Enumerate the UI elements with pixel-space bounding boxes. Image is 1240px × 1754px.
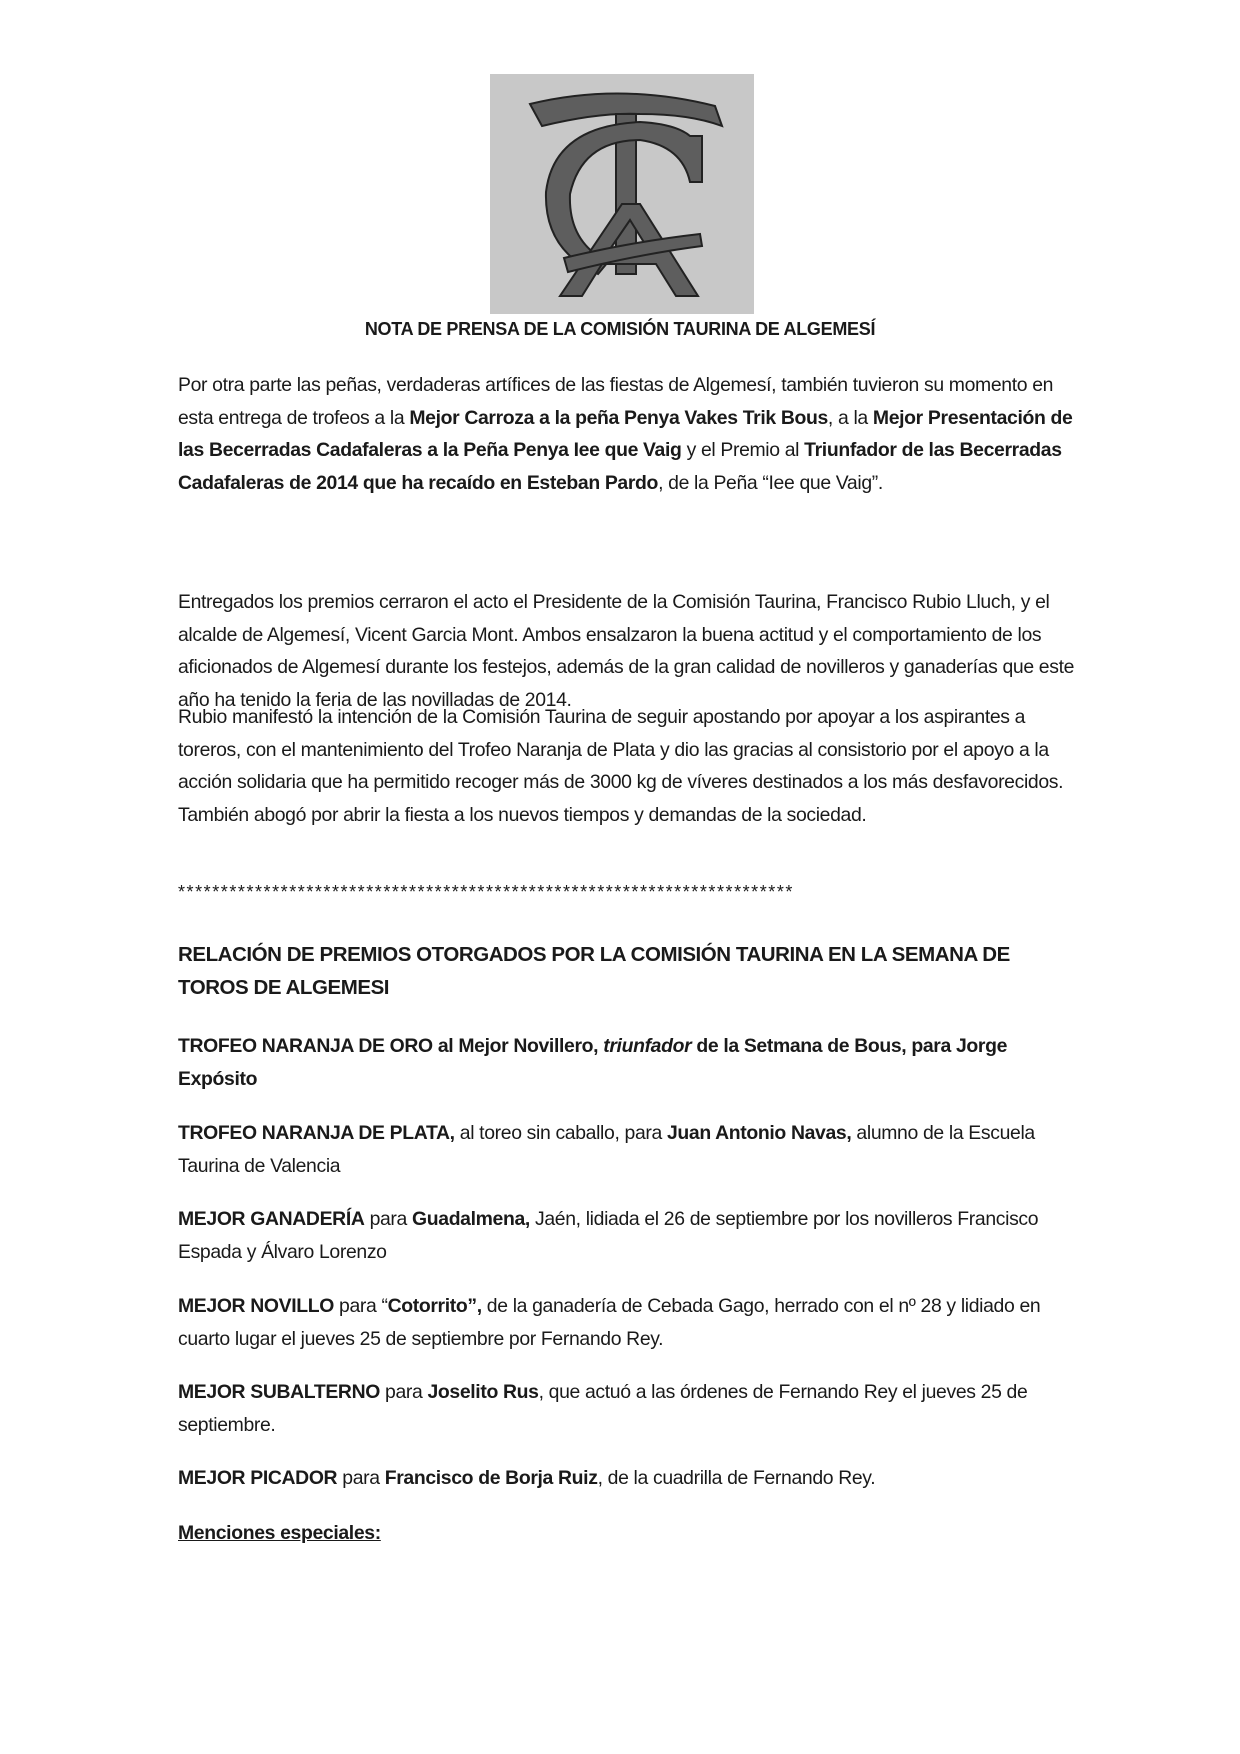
text: Jaén, lidiada el 26 de septiembre por los novilleros Francisco Espada y Álvaro Lorenzo [178, 1208, 1039, 1263]
bold-text: Joselito Rus [427, 1381, 539, 1403]
text: para [379, 1381, 428, 1403]
bold-text: MEJOR SUBALTERNO [178, 1381, 380, 1403]
bold-text: MEJOR PICADOR [178, 1467, 338, 1489]
paragraph-text: Rubio manifestó la intención de la Comisión Taurina de seguir apostando por apoyar a los aspirantes a toreros, con el mantenimiento del Trofeo Naranja de Plata y dio las gracias al consistorio por el apoyo a la acción solidaria que ha permitido recoger más de 3000 kg de víveres destinados a los más desfavorecidos. También abogó por abrir la fiesta a los nuevos tiempos y demandas de la sociedad. [178, 706, 1064, 826]
bold-text: MEJOR NOVILLO [178, 1295, 334, 1317]
award-trofeo-naranja-plata [178, 1117, 1078, 1182]
bold-text: Francisco de Borja Ruiz [384, 1467, 598, 1489]
text: alumno de la Escuela Taurina de Valencia [178, 1122, 1035, 1177]
text: y el Premio al [681, 439, 805, 461]
bold-text: Mejor Carroza a la peña Penya Vakes Trik Bous [409, 406, 828, 429]
text: Por otra parte las peñas, verdaderas artífices de las fiestas de Algemesí, también tuvieron su momento en esta entrega de trofeos a la [178, 374, 1054, 429]
menciones-especiales-heading: Menciones especiales: [178, 1522, 381, 1544]
paragraph-entregados [178, 586, 1078, 716]
press-release-title: NOTA DE PRENSA DE LA COMISIÓN TAURINA DE ALGEMESÍ [364, 319, 876, 339]
bold-text: TROFEO NARANJA DE PLATA, [178, 1122, 455, 1144]
asterisk-separator: ************************************************************************ [178, 882, 794, 902]
bold-text: Triunfador de las Becerradas Cadafaleras de 2014 que ha recaído en Esteban Pardo [178, 439, 1062, 494]
paragraph-penas [178, 369, 1078, 499]
text: , que actuó a las órdenes de Fernando Rey el jueves 25 de septiembre. [178, 1381, 1028, 1436]
text: al toreo sin caballo, para [454, 1122, 667, 1144]
text: para [364, 1208, 413, 1230]
paragraph-rubio [178, 701, 1078, 831]
text: de la ganadería de Cebada Gago, herrado con el nº 28 y lidiado en cuarto lugar el jueves 25 de septiembre por Fernando Rey. [178, 1295, 1041, 1350]
tca-monogram-icon [490, 74, 754, 314]
text: , de la cuadrilla de Fernando Rey. [597, 1467, 876, 1489]
text: , de la Peña “Iee que Vaig”. [658, 471, 883, 494]
bold-text: TROFEO NARANJA DE ORO al Mejor Novillero, [178, 1035, 604, 1057]
italic-text: triunfador [603, 1035, 692, 1057]
bold-text: Mejor Presentación de las Becerradas Cadafaleras a la Peña Penya Iee que Vaig [178, 406, 1073, 461]
bold-text: Guadalmena, [412, 1208, 530, 1230]
text: para [337, 1467, 385, 1489]
award-mejor-novillo [178, 1290, 1078, 1355]
text: , a la [827, 406, 873, 429]
comision-taurina-logo [490, 74, 754, 314]
award-trofeo-naranja-oro [178, 1030, 1078, 1095]
bold-text: Juan Antonio Navas, [666, 1122, 852, 1144]
award-mejor-picador [178, 1462, 1078, 1495]
award-mejor-subalterno [178, 1376, 1078, 1441]
paragraph-text: Entregados los premios cerraron el acto el Presidente de la Comisión Taurina, Francisco Rubio Lluch, y el alcalde de Algemesí, Vicent Garcia Mont. Ambos ensalzaron la buena actitud y el comportamiento de los aficionados de Algemesí durante los festejos, además de la gran calidad de novilleros y ganaderías que este año ha tenido la feria de las novilladas de 2014. [178, 591, 1075, 711]
bold-text: de la Setmana de Bous, para Jorge Expósito [178, 1035, 1008, 1090]
awards-section-title: RELACIÓN DE PREMIOS OTORGADOS POR LA COMISIÓN TAURINA EN LA SEMANA DE TOROS DE ALGEMESI [178, 943, 1010, 999]
text: para “ [333, 1295, 388, 1317]
award-mejor-ganaderia [178, 1203, 1078, 1268]
bold-text: MEJOR GANADERÍA [178, 1208, 365, 1230]
bold-text: Cotorrito”, [387, 1295, 482, 1317]
